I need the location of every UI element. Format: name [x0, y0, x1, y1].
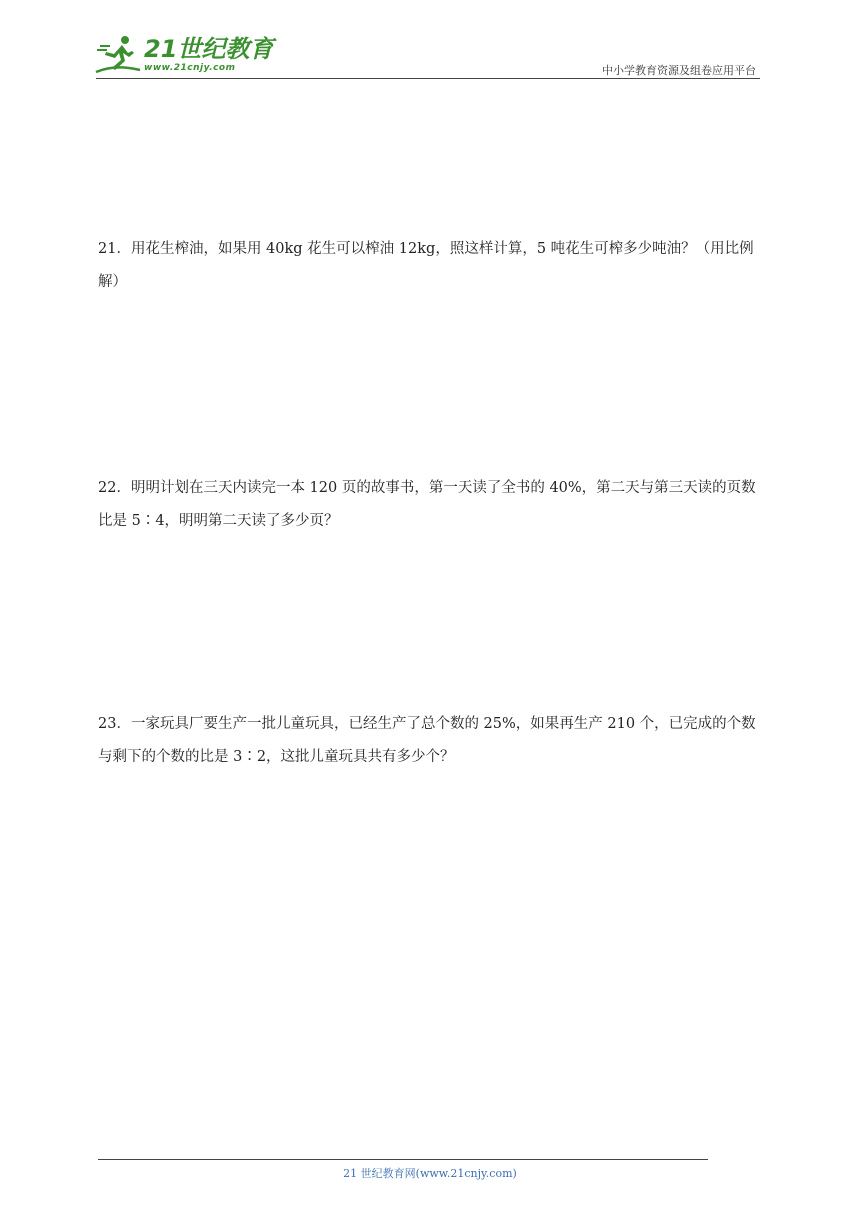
question-line: 23．一家玩具厂要生产一批儿童玩具，已经生产了总个数的 25%，如果再生产 210 个，已完成的个数: [98, 716, 756, 732]
runner-logo-icon: [94, 34, 142, 76]
logo: [94, 34, 274, 78]
header-divider: [96, 78, 760, 79]
question-23: [98, 708, 764, 774]
question-22: [98, 472, 764, 538]
logo-text: 21世纪教育: [144, 35, 274, 63]
question-21: [98, 233, 764, 299]
platform-title: 中小学教育资源及组卷应用平台: [602, 64, 756, 77]
question-line: 解）: [98, 274, 127, 290]
question-line: 22．明明计划在三天内读完一本 120 页的故事书，第一天读了全书的 40%，第二天与第三天读的页数: [98, 480, 756, 496]
logo-url: www.21cnjy.com: [144, 63, 236, 73]
page-header: [0, 0, 860, 90]
question-line: 与剩下的个数的比是 3∶2，这批儿童玩具共有多少个？: [98, 749, 455, 765]
footer-text[interactable]: 21 世纪教育网(www.21cnjy.com): [343, 1167, 517, 1180]
footer-divider: [98, 1159, 708, 1160]
question-line: 21．用花生榨油，如果用 40kg 花生可以榨油 12kg，照这样计算，5 吨花生可榨多少吨油？（用比例: [98, 241, 754, 257]
question-line: 比是 5∶4，明明第二天读了多少页？: [98, 513, 339, 529]
